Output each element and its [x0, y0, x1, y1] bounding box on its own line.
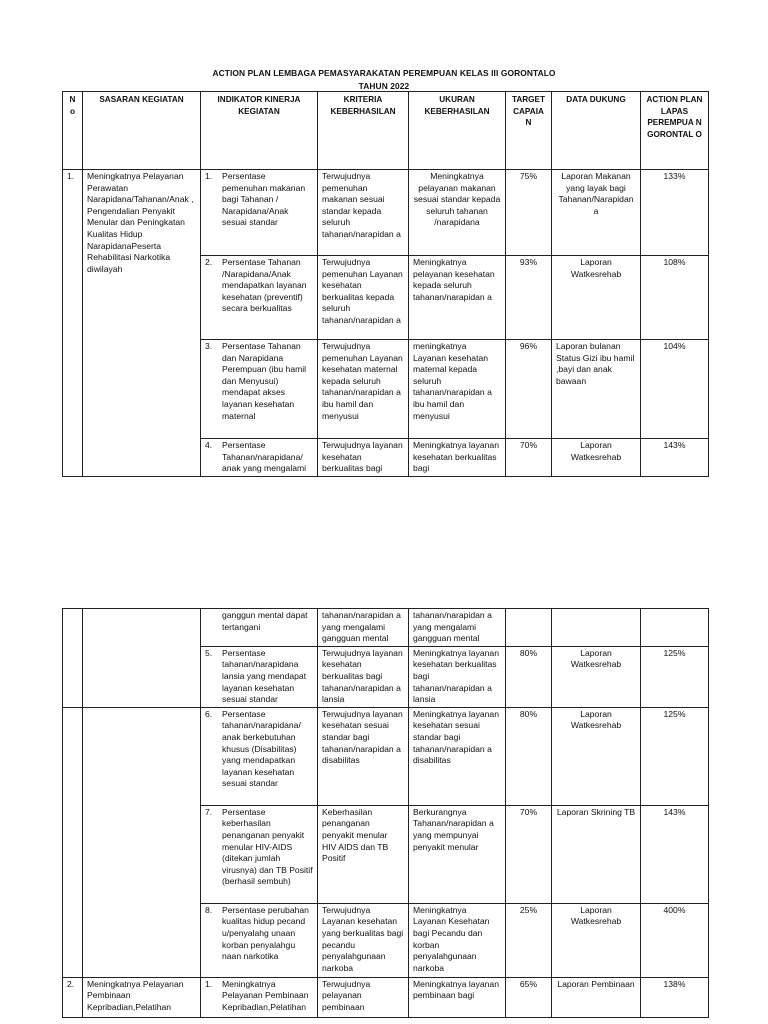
data-dukung-cell: Laporan Watkesrehab	[552, 646, 641, 707]
goal-sasaran-empty	[83, 646, 201, 707]
data-dukung-cell: Laporan Watkesrehab	[552, 903, 641, 977]
header-no: N o	[63, 92, 83, 170]
kriteria-cell: Terwujudnya Layanan kesehatan yang berkualitas bagi pecandu penyalahgunaan narkoba	[318, 903, 409, 977]
goal-number: 1.	[63, 170, 83, 477]
ukuran-cell: Meningkatnya Layanan Kesehatan bagi Pecandu dan korban penyalahgunaan narkoba	[409, 903, 506, 977]
indicator-text: Meningkatnya Pelayanan Pembinaan Kepribadian,Pelatihan	[222, 978, 309, 1012]
target-cell: 65%	[506, 977, 552, 1017]
target-cell: 80%	[506, 707, 552, 805]
document-title: ACTION PLAN LEMBAGA PEMASYARAKATAN PEREMPUAN KELAS III GORONTALO	[212, 68, 556, 78]
ukuran-cell: Meningkatnya pelayanan makanan sesuai standar kepada seluruh tahanan /narapidana	[409, 170, 506, 256]
indikator-cell	[201, 977, 318, 1017]
indicator-number: 4.	[205, 440, 213, 450]
indicator-text: Persentase keberhasilan penanganan penyakit menular HIV-AIDS (ditekan jumlah virusnya) dan TB Positif (berhasil sembuh)	[222, 806, 313, 887]
indikator-cell	[201, 609, 318, 647]
ukuran-cell: Meningkatnya layanan kesehatan sesuai standar bagi tahanan/narapidan a disabilitas	[409, 707, 506, 805]
indicator-number: 8.	[205, 904, 213, 915]
goal-number-empty	[63, 646, 83, 707]
document-page-2	[0, 535, 768, 1024]
target-cell: 80%	[506, 646, 552, 707]
indikator-cell	[201, 256, 318, 340]
ukuran-cell: meningkatnya Layanan kesehatan maternal kepada seluruh tahanan/narapidan a ibu hamil dan menyusui	[409, 340, 506, 439]
target-cell: 70%	[506, 805, 552, 903]
ukuran-cell: Meningkatnya pelayanan kesehatan kepada seluruh tahanan/narapidan a	[409, 256, 506, 340]
table-row	[63, 646, 709, 707]
data-dukung-cell: Laporan Skrining TB	[552, 805, 641, 903]
table-row	[63, 707, 709, 805]
data-dukung-cell: Laporan Watkesrehab	[552, 439, 641, 477]
action-plan-cell: 125%	[641, 646, 709, 707]
indikator-cell	[201, 170, 318, 256]
header-ukuran: UKURAN KEBERHASILAN	[409, 92, 506, 170]
data-dukung-cell: Laporan Watkesrehab	[552, 707, 641, 805]
indicator-text: Persentase pemenuhan makanan bagi Tahanan / Narapidana/Anak sesuai standar	[222, 171, 306, 228]
indicator-text: Persentase tahanan/narapidana lansia yang mendapat layanan kesehatan sesuai standar	[222, 647, 307, 705]
action-plan-table-continued	[62, 608, 709, 1018]
data-dukung-cell: Laporan Pembinaan	[552, 977, 641, 1017]
indicator-text: Persentase Tahanan/narapidana/ anak yang mengalami	[222, 440, 307, 474]
indicator-number: 2.	[205, 257, 213, 267]
action-plan-cell: 104%	[641, 340, 709, 439]
kriteria-cell: Terwujudnya pemenuhan Layanan kesehatan berkualitas kepada seluruh tahanan/narapidan a	[318, 256, 409, 340]
kriteria-cell: Terwujudnya layanan kesehatan berkualitas bagi	[318, 439, 409, 477]
target-cell: 75%	[506, 170, 552, 256]
data-dukung-cell: Laporan bulanan Status Gizi ibu hamil ,bayi dan anak bawaan	[552, 340, 641, 439]
indikator-cell	[201, 903, 318, 977]
indicator-number: 1.	[205, 978, 213, 989]
action-plan-cell: 143%	[641, 805, 709, 903]
target-cell: 93%	[506, 256, 552, 340]
indicator-text: Persentase Tahanan dan Narapidana Perempuan (ibu hamil dan Menyusui) mendapat akses layanan kesehatan maternal	[222, 341, 307, 421]
table-row	[63, 977, 709, 1017]
ukuran-cell: tahanan/narapidan a yang mengalami gangguan mental	[409, 609, 506, 647]
indicator-number: 6.	[205, 708, 213, 719]
header-action-plan: ACTION PLAN LAPAS PEREMPUA N GORONTAL O	[641, 92, 709, 170]
header-sasaran: SASARAN KEGIATAN	[83, 92, 201, 170]
header-data-dukung: DATA DUKUNG	[552, 92, 641, 170]
header-kriteria: KRITERIA KEBERHASILAN	[318, 92, 409, 170]
goal-number-empty	[63, 707, 83, 977]
indicator-text: Persentase perubahan kualitas hidup pecand u/penyalahg unaan korban penyalahgu naan narkotika	[222, 904, 309, 962]
indicator-number: 3.	[205, 341, 213, 351]
data-dukung-cell: Laporan Watkesrehab	[552, 256, 641, 340]
action-plan-cell: 108%	[641, 256, 709, 340]
kriteria-cell: tahanan/narapidan a yang mengalami gangguan mental	[318, 609, 409, 647]
indicator-text: Persentase tahanan/narapidana/ anak berkebutuhan khusus (Disabilitas) yang mendapatkan layanan kesehatan sesuai standar	[222, 708, 301, 789]
header-target: TARGET CAPAIA N	[506, 92, 552, 170]
action-plan-cell: 133%	[641, 170, 709, 256]
goal-sasaran-empty	[83, 609, 201, 647]
indikator-cell	[201, 707, 318, 805]
action-plan-cell: 138%	[641, 977, 709, 1017]
table-row	[63, 170, 709, 256]
table-header-row	[63, 92, 709, 170]
action-plan-cell: 400%	[641, 903, 709, 977]
kriteria-cell: Keberhasilan penanganan penyakit menular HIV AIDS dan TB Positif	[318, 805, 409, 903]
ukuran-cell: Meningkatnya layanan pembinaan bagi	[409, 977, 506, 1017]
kriteria-cell: Terwujudnya layanan kesehatan berkualitas bagi tahanan/narapidan a lansia	[318, 646, 409, 707]
indicator-number: 5.	[205, 647, 213, 658]
kriteria-cell: Terwujudnya pemenuhan makanan sesuai standar kepada seluruh tahanan/narapidan a	[318, 170, 409, 256]
action-plan-cell	[641, 609, 709, 647]
ukuran-cell: Berkurangnya Tahanan/narapidan a yang mempunyai penyakit menular	[409, 805, 506, 903]
target-cell	[506, 609, 552, 647]
action-plan-table	[62, 91, 709, 477]
kriteria-cell: Terwujudnya pelayanan pembinaan	[318, 977, 409, 1017]
indicator-number: 7.	[205, 806, 213, 817]
target-cell: 70%	[506, 439, 552, 477]
action-plan-cell: 143%	[641, 439, 709, 477]
header-indikator: INDIKATOR KINERJA KEGIATAN	[201, 92, 318, 170]
indicator-text: ganggun mental dapat tertangani	[222, 610, 308, 632]
goal-number: 2.	[63, 977, 83, 1017]
kriteria-cell: Terwujudnya pemenuhan Layanan kesehatan maternal kepada seluruh tahanan/narapidan a ibu hamil dan menyusui	[318, 340, 409, 439]
indikator-cell	[201, 805, 318, 903]
indikator-cell	[201, 646, 318, 707]
indikator-cell	[201, 439, 318, 477]
ukuran-cell: Meningkatnya layanan kesehatan berkualitas bagi tahanan/narapidan a lansia	[409, 646, 506, 707]
table-row	[63, 609, 709, 647]
indicator-number: 1.	[205, 171, 213, 181]
target-cell: 25%	[506, 903, 552, 977]
action-plan-cell: 125%	[641, 707, 709, 805]
ukuran-cell: Meningkatnya layanan kesehatan berkualitas bagi	[409, 439, 506, 477]
document-year: TAHUN 2022	[358, 81, 410, 91]
indikator-cell	[201, 340, 318, 439]
data-dukung-cell	[552, 609, 641, 647]
kriteria-cell: Terwujudnya layanan kesehatan sesuai standar bagi tahanan/narapidan a disabilitas	[318, 707, 409, 805]
indicator-number	[205, 610, 222, 633]
target-cell: 96%	[506, 340, 552, 439]
indicator-text: Persentase Tahanan /Narapidana/Anak mendapatkan layanan kesehatan (preventif) secara berkualitas	[222, 257, 307, 314]
goal-sasaran: Meningkatnya Pelayanan Pembinaan Kepribadian,Pelatihan	[83, 977, 201, 1017]
data-dukung-cell: Laporan Makanan yang layak bagi Tahanan/Narapidan a	[552, 170, 641, 256]
goal-number-empty	[63, 609, 83, 647]
goal-sasaran-empty	[83, 707, 201, 977]
goal-sasaran: Meningkatnya Pelayanan Perawatan Narapidana/Tahanan/Anak , Pengendalian Penyakit Menular dan Peningkatan Kualitas Hidup NarapidanaPeserta Rehabilitasi Narkotika diwilayah	[83, 170, 201, 477]
